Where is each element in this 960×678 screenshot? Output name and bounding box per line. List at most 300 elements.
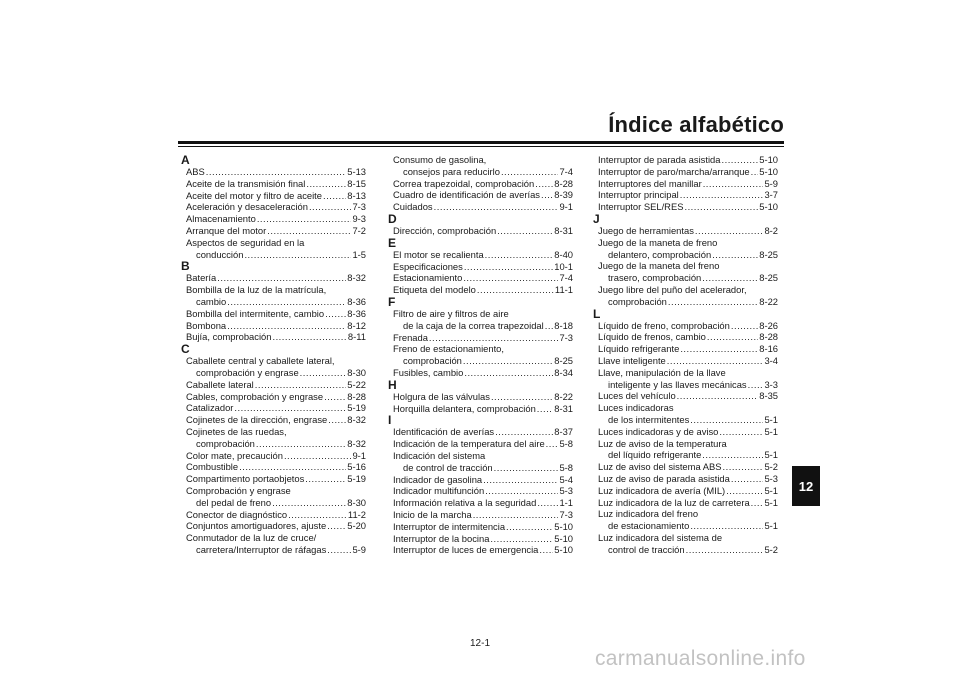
index-entry-line — [393, 462, 573, 474]
index-entry-line — [186, 284, 366, 296]
index-page-ref[interactable]: 5-10 — [554, 520, 573, 532]
index-entry-line — [598, 438, 778, 450]
index-page-ref[interactable]: 5-4 — [559, 473, 573, 485]
index-entry[interactable] — [393, 308, 573, 332]
index-entry-line — [598, 367, 778, 379]
index-entry-text: de la caja de la correa trapezoidal — [403, 319, 544, 331]
index-entry[interactable] — [393, 272, 573, 284]
index-page-ref[interactable]: 5-16 — [347, 461, 366, 473]
dot-leader — [731, 320, 758, 332]
dot-leader — [267, 225, 351, 237]
index-entry[interactable] — [598, 343, 778, 355]
index-entry[interactable] — [393, 249, 573, 261]
index-entry[interactable] — [598, 485, 778, 497]
index-page-ref[interactable]: 8-25 — [554, 355, 573, 367]
index-entry-line — [186, 497, 366, 509]
index-entry-line — [598, 473, 778, 485]
index-entry[interactable] — [393, 261, 573, 273]
dot-leader — [323, 190, 346, 202]
dot-leader — [328, 414, 346, 426]
index-page-ref[interactable]: 8-16 — [759, 343, 778, 355]
index-entry[interactable] — [186, 485, 366, 509]
index-entry[interactable] — [598, 532, 778, 556]
index-entry-text: control de tracción — [608, 543, 685, 555]
index-entry[interactable] — [598, 320, 778, 332]
index-entry-text: Luz de aviso de parada asistida — [598, 472, 730, 484]
dot-leader — [712, 249, 758, 261]
index-entry-line — [598, 379, 778, 391]
index-page-ref[interactable]: 5-9 — [352, 543, 366, 555]
dot-leader — [325, 308, 346, 320]
index-entry-line — [598, 461, 778, 473]
index-entry-text: comprobación — [608, 295, 667, 307]
dot-leader — [234, 402, 346, 414]
index-entry-text: Aceleración y desaceleración — [186, 201, 308, 213]
index-entry[interactable] — [186, 178, 366, 190]
index-entry[interactable] — [393, 178, 573, 190]
index-entry-text: Cuadro de identificación de averías — [393, 189, 540, 201]
index-page-ref[interactable]: 7-4 — [559, 272, 573, 284]
index-entry-line — [598, 390, 778, 402]
dot-leader — [703, 178, 764, 190]
dot-leader — [272, 331, 346, 343]
index-entry-line — [598, 260, 778, 272]
index-entry-line — [186, 520, 366, 532]
index-page-ref[interactable]: 5-1 — [764, 484, 778, 496]
index-entry-text: delantero, comprobación — [608, 248, 712, 260]
index-page-ref[interactable]: 8-37 — [554, 426, 573, 438]
index-entry-text: Luz de aviso de la temperatura — [598, 437, 727, 449]
index-entry-line — [393, 308, 573, 320]
index-page-ref[interactable]: 5-1 — [764, 425, 778, 437]
index-entry[interactable] — [598, 508, 778, 532]
dot-leader — [206, 166, 346, 178]
index-entry-text: Catalizador — [186, 402, 234, 414]
index-entry[interactable] — [186, 355, 366, 379]
index-page-ref[interactable]: 3-3 — [764, 378, 778, 390]
index-page-ref[interactable]: 8-13 — [347, 189, 366, 201]
index-entry-text: Interruptor principal — [598, 189, 679, 201]
index-entry-line — [186, 331, 366, 343]
index-entry-line — [186, 426, 366, 438]
index-page-ref[interactable]: 7-2 — [352, 224, 366, 236]
index-section-letter: E — [388, 235, 397, 250]
index-entry-line — [186, 473, 366, 485]
index-page-ref[interactable]: 3-4 — [764, 354, 778, 366]
dot-leader — [668, 296, 758, 308]
index-page-ref[interactable]: 7-3 — [559, 331, 573, 343]
index-entry[interactable] — [186, 190, 366, 202]
index-entry[interactable] — [598, 260, 778, 284]
index-entry[interactable] — [393, 533, 573, 545]
index-entry[interactable] — [393, 391, 573, 403]
index-entry-text: conducción — [196, 248, 244, 260]
dot-leader — [434, 201, 559, 213]
index-page-ref[interactable]: 1-5 — [352, 248, 366, 260]
index-entry-text: Inicio de la marcha — [393, 508, 472, 520]
index-entry[interactable] — [598, 426, 778, 438]
dot-leader — [239, 461, 346, 473]
index-page-ref[interactable]: 7-3 — [559, 508, 573, 520]
index-entry-line — [393, 367, 573, 379]
index-page-ref[interactable]: 8-32 — [347, 437, 366, 449]
dot-leader — [463, 355, 553, 367]
index-page-ref[interactable]: 8-30 — [347, 366, 366, 378]
index-page-ref[interactable]: 11-2 — [347, 508, 366, 520]
index-entry[interactable] — [598, 201, 778, 213]
index-entry-line — [393, 533, 573, 545]
index-page-ref[interactable]: 5-10 — [554, 532, 573, 544]
index-page-ref[interactable]: 7-3 — [352, 201, 366, 213]
dot-leader — [707, 331, 758, 343]
dot-leader — [473, 509, 559, 521]
index-entry-line — [186, 237, 366, 249]
index-section-letter: B — [181, 259, 190, 274]
dot-leader — [324, 391, 346, 403]
index-entry-line — [393, 178, 573, 190]
index-page-ref[interactable]: 8-28 — [554, 177, 573, 189]
dot-leader — [309, 201, 351, 213]
index-entry[interactable] — [393, 485, 573, 497]
index-entry[interactable] — [598, 154, 778, 166]
page-number: 12-1 — [470, 638, 491, 649]
index-entry-text: de los intermitentes — [608, 413, 690, 425]
index-entry[interactable] — [186, 166, 366, 178]
index-page-ref[interactable]: 5-20 — [347, 520, 366, 532]
index-page-ref[interactable]: 5-10 — [554, 544, 573, 556]
index-entry-text: Comprobación y engrase — [186, 484, 291, 496]
index-entry[interactable] — [393, 332, 573, 344]
index-entry-line — [598, 154, 778, 166]
index-entry[interactable] — [393, 497, 573, 509]
index-page-ref[interactable]: 8-39 — [554, 189, 573, 201]
index-entry[interactable] — [598, 497, 778, 509]
index-entry-line — [393, 332, 573, 344]
index-entry[interactable] — [598, 225, 778, 237]
index-entry[interactable] — [393, 403, 573, 415]
watermark: carmanualsonline.info — [595, 647, 806, 670]
index-page-ref[interactable]: 5-1 — [764, 413, 778, 425]
index-page-ref[interactable]: 5-2 — [764, 461, 778, 473]
index-entry-text: Luces indicadoras y de aviso — [598, 425, 719, 437]
index-entry-text: Aceite del motor y filtro de aceite — [186, 189, 323, 201]
index-entry-line — [598, 166, 778, 178]
index-entry-text: cambio — [196, 295, 227, 307]
index-entry[interactable] — [186, 391, 366, 403]
index-entry-line — [598, 331, 778, 343]
index-entry-text: Líquido de frenos, cambio — [598, 331, 706, 343]
index-page-ref[interactable]: 8-22 — [759, 295, 778, 307]
index-entry-text: Cuidados — [393, 201, 433, 213]
index-entry[interactable] — [186, 320, 366, 332]
index-section-letter: F — [388, 294, 396, 309]
index-page-ref[interactable]: 8-25 — [759, 248, 778, 260]
index-entry-text: comprobación — [403, 355, 462, 367]
dot-leader — [497, 225, 553, 237]
index-entry-text: Luz indicadora de avería (MIL) — [598, 484, 726, 496]
index-entry[interactable] — [393, 343, 573, 367]
index-entry[interactable] — [393, 284, 573, 296]
index-entry-text: Juego libre del puño del acelerador, — [598, 283, 747, 295]
index-page-ref[interactable]: 9-1 — [352, 449, 366, 461]
index-entry[interactable] — [186, 450, 366, 462]
index-entry-line — [598, 178, 778, 190]
dot-leader — [748, 379, 764, 391]
dot-leader — [227, 320, 346, 332]
index-entry-text: de control de tracción — [403, 461, 493, 473]
index-entry-line — [186, 379, 366, 391]
index-entry[interactable] — [598, 402, 778, 426]
index-entry-line — [186, 272, 366, 284]
index-entry-line — [186, 308, 366, 320]
index-entry[interactable] — [598, 438, 778, 462]
index-entry-line — [598, 508, 778, 520]
index-page-ref[interactable]: 8-28 — [347, 390, 366, 402]
index-entry[interactable] — [186, 237, 366, 261]
index-entry-text: Interruptor de la bocina — [393, 532, 490, 544]
index-entry-line — [186, 178, 366, 190]
index-entry-line — [598, 320, 778, 332]
index-page-ref[interactable]: 8-36 — [347, 295, 366, 307]
index-entry-text: Compartimento portaobjetos — [186, 473, 305, 485]
dot-leader — [327, 544, 351, 556]
index-page-ref[interactable]: 8-25 — [759, 272, 778, 284]
dot-leader — [726, 485, 763, 497]
index-page-ref[interactable]: 5-1 — [764, 496, 778, 508]
index-entry-text: El motor se recalienta — [393, 248, 484, 260]
dot-leader — [485, 485, 558, 497]
dot-leader — [300, 367, 347, 379]
index-page-ref[interactable]: 3-7 — [764, 189, 778, 201]
index-entry[interactable] — [393, 544, 573, 556]
index-entry-text: Almacenamiento — [186, 213, 256, 225]
index-entry[interactable] — [598, 189, 778, 201]
page-title: Índice alfabético — [608, 112, 784, 137]
index-entry-text: Color mate, precaución — [186, 449, 283, 461]
index-entry-text: Fusibles, cambio — [393, 366, 464, 378]
index-entry[interactable] — [186, 201, 366, 213]
index-entry[interactable] — [186, 532, 366, 556]
index-entry[interactable] — [393, 367, 573, 379]
index-page-ref[interactable]: 7-4 — [559, 165, 573, 177]
dot-leader — [690, 520, 763, 532]
index-page-ref[interactable]: 8-22 — [554, 390, 573, 402]
index-page-ref[interactable]: 5-13 — [347, 166, 366, 177]
index-entry[interactable] — [598, 390, 778, 402]
index-entry-text: Interruptor de luces de emergencia — [393, 544, 539, 556]
index-entry-line — [186, 355, 366, 367]
index-page-ref[interactable]: 8-40 — [554, 248, 573, 260]
index-entry[interactable] — [186, 461, 366, 473]
index-entry-text: Aceite de la transmisión final — [186, 177, 306, 189]
index-page-ref[interactable]: 5-10 — [759, 165, 778, 177]
dot-leader — [751, 497, 764, 509]
index-entry[interactable] — [186, 379, 366, 391]
index-page-ref[interactable]: 8-18 — [554, 319, 573, 331]
index-column-3 — [593, 154, 778, 556]
index-entry-line — [186, 509, 366, 521]
index-entry[interactable] — [186, 402, 366, 414]
index-page-ref[interactable]: 5-9 — [764, 177, 778, 189]
index-page-ref[interactable]: 8-36 — [347, 307, 366, 319]
index-page-ref[interactable]: 1-1 — [559, 497, 573, 509]
index-section-letter: H — [388, 377, 397, 392]
index-page-ref[interactable]: 8-26 — [759, 319, 778, 331]
index-entry[interactable] — [186, 284, 366, 308]
index-entry[interactable] — [186, 520, 366, 532]
index-entry-line — [186, 367, 366, 379]
index-entry-text: Luz indicadora de la luz de carretera — [598, 496, 750, 508]
index-page-ref[interactable]: 5-19 — [347, 473, 366, 485]
index-page-ref[interactable]: 8-30 — [347, 496, 366, 508]
index-page-ref[interactable]: 8-2 — [764, 224, 778, 236]
index-entry[interactable] — [598, 237, 778, 261]
dot-leader — [227, 296, 346, 308]
index-page-ref[interactable]: 8-11 — [347, 331, 366, 343]
index-entry-line — [393, 391, 573, 403]
dot-leader — [255, 379, 346, 391]
index-entry[interactable] — [186, 426, 366, 450]
index-entry-text: Indicador multifunción — [393, 485, 485, 497]
dot-leader — [702, 449, 763, 461]
dot-leader — [306, 178, 346, 190]
index-page-ref[interactable]: 8-28 — [759, 331, 778, 343]
index-entry[interactable] — [186, 272, 366, 284]
header-rule-thick — [178, 141, 784, 144]
index-entry-line — [186, 213, 366, 225]
index-page-ref[interactable]: 8-31 — [554, 402, 573, 414]
index-page-ref[interactable]: 11-1 — [554, 284, 573, 296]
index-entry[interactable] — [598, 355, 778, 367]
index-entry-line — [598, 343, 778, 355]
index-entry-text: Juego de herramientas — [598, 224, 694, 236]
index-page-ref[interactable]: 5-1 — [764, 449, 778, 461]
index-entry-text: Conjuntos amortiguadores, ajuste — [186, 520, 327, 532]
index-entry[interactable] — [186, 213, 366, 225]
index-page-ref[interactable]: 5-22 — [347, 378, 366, 390]
index-entry[interactable] — [393, 201, 573, 213]
index-entry-text: de estacionamiento — [608, 520, 690, 532]
index-entry[interactable] — [393, 450, 573, 474]
index-entry-text: Luces indicadoras — [598, 402, 674, 414]
index-entry-text: Bombona — [186, 319, 227, 331]
index-page-ref[interactable]: 5-8 — [559, 438, 573, 450]
index-entry[interactable] — [186, 225, 366, 237]
dot-leader — [719, 426, 763, 438]
index-page-ref[interactable]: 8-34 — [554, 366, 573, 378]
dot-leader — [429, 332, 559, 344]
dot-leader — [680, 343, 758, 355]
index-entry-text: Correa trapezoidal, comprobación — [393, 177, 535, 189]
index-section-letter: D — [388, 211, 397, 226]
dot-leader — [256, 438, 346, 450]
index-page-ref[interactable]: 5-10 — [759, 154, 778, 165]
index-entry-text: Interruptores del manillar — [598, 177, 702, 189]
index-entry-line — [393, 189, 573, 201]
index-page-ref[interactable]: 5-3 — [764, 472, 778, 484]
index-entry[interactable] — [393, 509, 573, 521]
index-page-ref[interactable]: 5-1 — [764, 520, 778, 532]
index-entry[interactable] — [393, 154, 573, 178]
index-entry[interactable] — [393, 225, 573, 237]
index-entry[interactable] — [598, 473, 778, 485]
index-entry-text: Líquido refrigerante — [598, 343, 680, 355]
index-entry-line — [598, 296, 778, 308]
index-entry-line — [598, 544, 778, 556]
index-entry-line — [186, 225, 366, 237]
index-entry-line — [598, 355, 778, 367]
index-column-1 — [181, 153, 366, 556]
index-entry-line — [186, 201, 366, 213]
index-entry-text: Juego de la maneta del freno — [598, 260, 720, 272]
index-entry[interactable] — [598, 331, 778, 343]
index-entry[interactable] — [393, 189, 573, 201]
index-page-ref[interactable]: 10-1 — [554, 260, 573, 272]
index-page-ref[interactable]: 8-32 — [347, 414, 366, 426]
index-entry[interactable] — [186, 308, 366, 320]
dot-leader — [684, 201, 758, 213]
index-entry-line — [186, 166, 366, 178]
index-page-ref[interactable]: 5-8 — [559, 461, 573, 473]
index-entry[interactable] — [598, 166, 778, 178]
index-page-ref[interactable]: 5-19 — [347, 402, 366, 414]
index-page-ref[interactable]: 9-1 — [559, 201, 573, 213]
index-page-ref[interactable]: 8-15 — [347, 177, 366, 189]
index-entry[interactable] — [186, 331, 366, 343]
dot-leader — [535, 178, 553, 190]
index-entry-text: Bombilla del intermitente, cambio — [186, 307, 325, 319]
dot-leader — [677, 390, 759, 402]
index-entry[interactable] — [598, 461, 778, 473]
index-page-ref[interactable]: 9-3 — [352, 213, 366, 225]
index-entry-text: del pedal de freno — [196, 496, 272, 508]
index-entry-text: Bombilla de la luz de la matrícula, — [186, 284, 327, 296]
dot-leader — [483, 474, 558, 486]
index-entry[interactable] — [393, 474, 573, 486]
index-entry-text: Batería — [186, 272, 217, 284]
header-rule-thin — [178, 146, 784, 147]
index-entry[interactable] — [186, 414, 366, 426]
index-entry-line — [598, 426, 778, 438]
index-page-ref[interactable]: 5-10 — [759, 201, 778, 213]
index-entry-text: trasero, comprobación — [608, 272, 702, 284]
index-page-ref[interactable]: 8-32 — [347, 272, 366, 284]
index-entry[interactable] — [186, 509, 366, 521]
dot-leader — [491, 391, 553, 403]
index-page-ref[interactable]: 8-31 — [554, 224, 573, 236]
index-entry[interactable] — [598, 367, 778, 391]
index-page-ref[interactable]: 8-12 — [347, 319, 366, 331]
index-entry-text: comprobación — [196, 437, 255, 449]
index-entry[interactable] — [598, 178, 778, 190]
index-entry[interactable] — [598, 284, 778, 308]
index-entry-line — [186, 190, 366, 202]
index-entry-line — [393, 403, 573, 415]
index-entry-line — [393, 320, 573, 332]
index-entry[interactable] — [393, 426, 573, 438]
index-entry[interactable] — [186, 473, 366, 485]
index-entry-line — [598, 414, 778, 426]
index-entry-text: Indicación del sistema — [393, 449, 486, 461]
dot-leader — [539, 544, 553, 556]
dot-leader — [477, 284, 554, 296]
index-page-ref[interactable]: 5-2 — [764, 543, 778, 555]
index-entry[interactable] — [393, 521, 573, 533]
index-page-ref[interactable]: 5-3 — [559, 485, 573, 497]
index-entry[interactable] — [393, 438, 573, 450]
chapter-tab[interactable]: 12 — [792, 466, 820, 506]
index-page-ref[interactable]: 8-35 — [759, 390, 778, 402]
